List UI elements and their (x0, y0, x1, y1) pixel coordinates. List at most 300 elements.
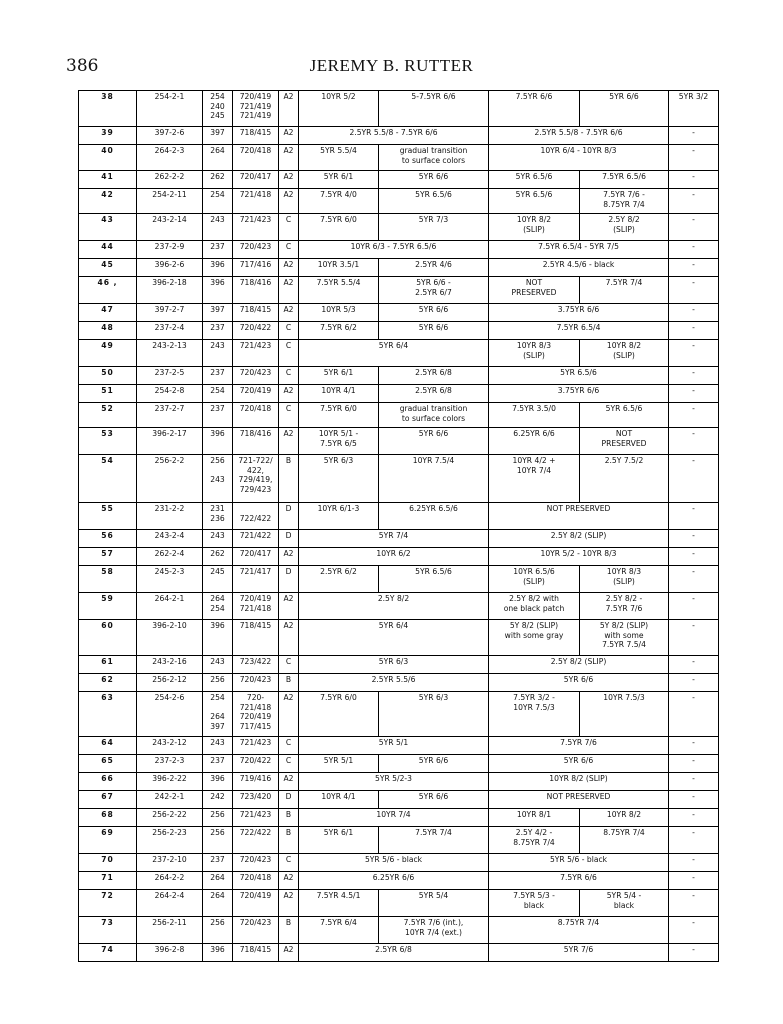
color-value: 2.5Y 8/2 - 7.5YR 7/6 (580, 593, 669, 620)
color-value: 2.5YR 4/6 (379, 259, 489, 277)
table-row (79, 304, 719, 322)
unit-number: 256 (203, 809, 233, 827)
unit-number: 396 (203, 428, 233, 455)
catalog-number: 264-2-4 (137, 890, 203, 917)
color-value: 5YR 6.5/6 (489, 189, 580, 214)
color-value: 5YR 6/3 (379, 692, 489, 737)
color-value: - (669, 890, 719, 917)
color-value: 10YR 5/2 (299, 91, 379, 127)
fabric-class: D (279, 791, 299, 809)
grid-coordinates: 721/417 (233, 566, 279, 593)
catalog-number: 237-2-5 (137, 367, 203, 385)
unit-number: 254 240 245 (203, 91, 233, 127)
row-number: 50 (79, 367, 137, 385)
table-row (79, 854, 719, 872)
catalog-number: 254-2-11 (137, 189, 203, 214)
unit-number: 237 (203, 403, 233, 428)
catalog-number: 243-2-4 (137, 530, 203, 548)
table-row (79, 692, 719, 737)
color-value: 7.5YR 6/4 (299, 917, 379, 944)
row-number: 41 (79, 171, 137, 189)
color-value: 2.5Y 8/2 (SLIP) (489, 656, 669, 674)
color-value: 10YR 6/3 - 7.5YR 6.5/6 (299, 241, 489, 259)
color-value: 2.5YR 6/8 (299, 944, 489, 962)
unit-number: 396 (203, 944, 233, 962)
fabric-class: C (279, 367, 299, 385)
catalog-number: 262-2-2 (137, 171, 203, 189)
table-row (79, 548, 719, 566)
color-value: gradual transition to surface colors (379, 403, 489, 428)
catalog-number: 243-2-12 (137, 737, 203, 755)
unit-number: 237 (203, 322, 233, 340)
grid-coordinates: 720/423 (233, 241, 279, 259)
table-row (79, 127, 719, 145)
fabric-class: A2 (279, 145, 299, 171)
grid-coordinates: 720/417 (233, 171, 279, 189)
row-number: 49 (79, 340, 137, 367)
grid-coordinates: 720/422 (233, 755, 279, 773)
unit-number: 237 (203, 854, 233, 872)
color-value: 7.5YR 5/3 - black (489, 890, 580, 917)
grid-coordinates: 718/416 (233, 277, 279, 304)
color-value: 10YR 7.5/3 (580, 692, 669, 737)
catalog-number: 237-2-9 (137, 241, 203, 259)
color-value: - (669, 791, 719, 809)
color-value: 5YR 6/6 (379, 755, 489, 773)
row-number: 65 (79, 755, 137, 773)
color-value: 2.5YR 6/8 (379, 367, 489, 385)
unit-number: 245 (203, 566, 233, 593)
color-value: 6.25YR 6/6 (299, 872, 489, 890)
table-row (79, 385, 719, 403)
color-value: 5YR 7/4 (299, 530, 489, 548)
color-value: - (669, 593, 719, 620)
catalog-number: 256-2-2 (137, 455, 203, 503)
grid-coordinates: 723/420 (233, 791, 279, 809)
catalog-number: 256-2-23 (137, 827, 203, 854)
color-value: 2.5YR 5.5/6 (299, 674, 489, 692)
unit-number: 254 264 397 (203, 692, 233, 737)
color-value: 5YR 5/4 (379, 890, 489, 917)
unit-number: 231 236 (203, 503, 233, 530)
fabric-class: C (279, 737, 299, 755)
fabric-class: C (279, 322, 299, 340)
catalog-number: 243-2-14 (137, 214, 203, 241)
unit-number: 243 (203, 737, 233, 755)
color-value: 7.5YR 4.5/1 (299, 890, 379, 917)
table-row (79, 91, 719, 127)
unit-number: 256 (203, 827, 233, 854)
color-value: 5YR 6/6 - 2.5YR 6/7 (379, 277, 489, 304)
color-value: - (669, 385, 719, 403)
color-value: 5YR 5/1 (299, 737, 489, 755)
color-value: - (669, 189, 719, 214)
color-value: - (669, 656, 719, 674)
unit-number: 237 (203, 367, 233, 385)
color-value: 5YR 6.5/6 (580, 403, 669, 428)
table-row (79, 403, 719, 428)
color-value: 10YR 4/1 (299, 385, 379, 403)
grid-coordinates: 720/418 (233, 872, 279, 890)
color-value: 2.5YR 5.5/8 - 7.5YR 6/6 (299, 127, 489, 145)
color-value: 10YR 4/1 (299, 791, 379, 809)
grid-coordinates: 721/423 (233, 340, 279, 367)
color-value: - (669, 127, 719, 145)
row-number: 68 (79, 809, 137, 827)
row-number: 58 (79, 566, 137, 593)
color-value: - (669, 259, 719, 277)
color-value: 5YR 6/6 (379, 171, 489, 189)
table-row (79, 189, 719, 214)
grid-coordinates: 720/423 (233, 674, 279, 692)
color-value: - (669, 737, 719, 755)
row-number: 71 (79, 872, 137, 890)
color-value: 10YR 8/2 (580, 809, 669, 827)
color-value: - (669, 322, 719, 340)
color-value: - (669, 827, 719, 854)
color-value: 7.5YR 6/6 (489, 872, 669, 890)
color-value: 5YR 5/4 - black (580, 890, 669, 917)
color-value: 10YR 7.5/4 (379, 455, 489, 503)
color-value: gradual transition to surface colors (379, 145, 489, 171)
row-number: 47 (79, 304, 137, 322)
color-value: - (669, 428, 719, 455)
row-number: 63 (79, 692, 137, 737)
color-value: 5YR 6.5/6 (379, 566, 489, 593)
color-value: 7.5YR 7/4 (379, 827, 489, 854)
unit-number: 396 (203, 259, 233, 277)
color-value: 5YR 6/3 (299, 455, 379, 503)
catalog-number: 231-2-2 (137, 503, 203, 530)
color-value: 2.5Y 4/2 - 8.75YR 7/4 (489, 827, 580, 854)
fabric-class: A2 (279, 259, 299, 277)
fabric-class: B (279, 917, 299, 944)
grid-coordinates: 720/417 (233, 548, 279, 566)
fabric-class: A2 (279, 890, 299, 917)
color-value: 2.5YR 4.5/6 - black (489, 259, 669, 277)
row-number: 55 (79, 503, 137, 530)
unit-number: 243 (203, 340, 233, 367)
grid-coordinates: 720- 721/418 720/419 717/415 (233, 692, 279, 737)
page-number: 386 (66, 56, 99, 76)
running-header-author: JEREMY B. RUTTER (309, 56, 474, 75)
grid-coordinates: 720/423 (233, 917, 279, 944)
fabric-class: A2 (279, 548, 299, 566)
unit-number: 396 (203, 773, 233, 791)
fabric-class: A2 (279, 277, 299, 304)
catalog-number: 264-2-2 (137, 872, 203, 890)
fabric-class: C (279, 656, 299, 674)
color-value: 7.5YR 6.5/6 (580, 171, 669, 189)
fabric-class: D (279, 503, 299, 530)
table-row (79, 277, 719, 304)
color-value: 5YR 5/6 - black (489, 854, 669, 872)
color-value: 5YR 6.5/6 (379, 189, 489, 214)
color-value: 5YR 5/2-3 (299, 773, 489, 791)
unit-number: 242 (203, 791, 233, 809)
grid-coordinates: 721/423 (233, 214, 279, 241)
color-value: 10YR 8/3 (SLIP) (489, 340, 580, 367)
grid-coordinates: 720/419 (233, 385, 279, 403)
color-value: 7.5YR 3.5/0 (489, 403, 580, 428)
color-value: 3.75YR 6/6 (489, 385, 669, 403)
color-value: 5YR 6/1 (299, 367, 379, 385)
color-value: - (669, 530, 719, 548)
catalog-number: 245-2-3 (137, 566, 203, 593)
row-number: 44 (79, 241, 137, 259)
color-value: 5YR 6.5/6 (489, 367, 669, 385)
grid-coordinates: 720/418 (233, 145, 279, 171)
unit-number: 237 (203, 755, 233, 773)
color-value: 10YR 8/1 (489, 809, 580, 827)
unit-number: 264 (203, 890, 233, 917)
grid-coordinates: 719/416 (233, 773, 279, 791)
color-value: 5Y 8/2 (SLIP) with some 7.5YR 7.5/4 (580, 620, 669, 656)
grid-coordinates: 718/415 (233, 620, 279, 656)
row-number: 56 (79, 530, 137, 548)
unit-number: 243 (203, 656, 233, 674)
color-value: 10YR 5/1 - 7.5YR 6/5 (299, 428, 379, 455)
fabric-class: C (279, 340, 299, 367)
color-value: 10YR 5/3 (299, 304, 379, 322)
row-number: 51 (79, 385, 137, 403)
fabric-class: A2 (279, 91, 299, 127)
color-value: - (669, 277, 719, 304)
color-value: 5YR 5/6 - black (299, 854, 489, 872)
catalog-number: 254-2-1 (137, 91, 203, 127)
fabric-class: A2 (279, 620, 299, 656)
fabric-class: C (279, 403, 299, 428)
row-number: 62 (79, 674, 137, 692)
color-value: 7.5YR 5.5/4 (299, 277, 379, 304)
color-value: 5YR 6/1 (299, 171, 379, 189)
row-number: 69 (79, 827, 137, 854)
color-value: - (669, 145, 719, 171)
color-value: 7.5YR 6/6 (489, 91, 580, 127)
table-row (79, 755, 719, 773)
fabric-class: A2 (279, 944, 299, 962)
grid-coordinates: 720/423 (233, 367, 279, 385)
unit-number: 396 (203, 277, 233, 304)
color-value: 8.75YR 7/4 (580, 827, 669, 854)
color-value: 2.5YR 6/2 (299, 566, 379, 593)
color-value: 7.5YR 7/6 (int.), 10YR 7/4 (ext.) (379, 917, 489, 944)
catalog-number: 243-2-16 (137, 656, 203, 674)
table-row (79, 674, 719, 692)
row-number: 60 (79, 620, 137, 656)
fabric-class: A2 (279, 692, 299, 737)
catalog-number: 264-2-3 (137, 145, 203, 171)
fabric-class: A2 (279, 304, 299, 322)
color-value: - (669, 241, 719, 259)
unit-number: 243 (203, 214, 233, 241)
color-value: - (669, 214, 719, 241)
row-number: 61 (79, 656, 137, 674)
grid-coordinates: 718/415 (233, 127, 279, 145)
color-value: 2.5Y 8/2 (299, 593, 489, 620)
row-number: 48 (79, 322, 137, 340)
table-row (79, 455, 719, 503)
color-value: 10YR 8/2 (SLIP) (489, 773, 669, 791)
catalog-number: 254-2-8 (137, 385, 203, 403)
unit-number: 262 (203, 548, 233, 566)
fabric-class: B (279, 827, 299, 854)
color-value: 5YR 6/6 (379, 322, 489, 340)
color-value: 2.5Y 8/2 (SLIP) (580, 214, 669, 241)
color-value: 10YR 6.5/6 (SLIP) (489, 566, 580, 593)
color-value: 5YR 5.5/4 (299, 145, 379, 171)
table-row (79, 428, 719, 455)
unit-number: 256 (203, 917, 233, 944)
row-number: 70 (79, 854, 137, 872)
catalog-number: 397-2-6 (137, 127, 203, 145)
catalog-number: 396-2-10 (137, 620, 203, 656)
catalog-number: 243-2-13 (137, 340, 203, 367)
row-number: 66 (79, 773, 137, 791)
color-value: 5YR 6.5/6 (489, 171, 580, 189)
color-value: 5YR 7/3 (379, 214, 489, 241)
fabric-class: B (279, 674, 299, 692)
catalog-number: 397-2-7 (137, 304, 203, 322)
fabric-class: A2 (279, 171, 299, 189)
color-value: NOT PRESERVED (489, 791, 669, 809)
color-value: 10YR 3.5/1 (299, 259, 379, 277)
catalog-number: 256-2-22 (137, 809, 203, 827)
table-row (79, 917, 719, 944)
fabric-class: C (279, 854, 299, 872)
table-row (79, 737, 719, 755)
color-value: 5Y 8/2 (SLIP) with some gray (489, 620, 580, 656)
grid-coordinates: 720/423 (233, 854, 279, 872)
color-value: - (669, 854, 719, 872)
color-value: 5YR 6/6 (379, 791, 489, 809)
row-number: 54 (79, 455, 137, 503)
fabric-class: A2 (279, 127, 299, 145)
catalog-number: 256-2-12 (137, 674, 203, 692)
color-value: 5YR 6/4 (299, 340, 489, 367)
color-value: - (669, 944, 719, 962)
fabric-class: B (279, 809, 299, 827)
table-row (79, 593, 719, 620)
color-value: 3.75YR 6/6 (489, 304, 669, 322)
catalog-number: 237-2-4 (137, 322, 203, 340)
color-value: 7.5YR 6/0 (299, 214, 379, 241)
color-value: 7.5YR 6/0 (299, 692, 379, 737)
unit-number: 264 (203, 145, 233, 171)
color-value: 7.5YR 6.5/4 (489, 322, 669, 340)
fabric-class: A2 (279, 385, 299, 403)
grid-coordinates: 721/423 (233, 809, 279, 827)
table-body (79, 91, 719, 962)
color-value: - (669, 566, 719, 593)
color-value: 7.5YR 6/2 (299, 322, 379, 340)
color-value: 10YR 7/4 (299, 809, 489, 827)
table-row (79, 322, 719, 340)
table-row (79, 171, 719, 189)
row-number: 52 (79, 403, 137, 428)
catalog-number: 256-2-11 (137, 917, 203, 944)
table-row (79, 773, 719, 791)
color-value: - (669, 171, 719, 189)
fabric-class: B (279, 455, 299, 503)
table-row (79, 503, 719, 530)
catalog-number: 237-2-3 (137, 755, 203, 773)
row-number: 46 , (79, 277, 137, 304)
color-value: 5YR 7/6 (489, 944, 669, 962)
color-value: - (669, 403, 719, 428)
color-value: 10YR 5/2 - 10YR 8/3 (489, 548, 669, 566)
row-number: 57 (79, 548, 137, 566)
color-value: - (669, 503, 719, 530)
color-value: 10YR 4/2 + 10YR 7/4 (489, 455, 580, 503)
catalog-number: 237-2-7 (137, 403, 203, 428)
row-number: 43 (79, 214, 137, 241)
fabric-class: C (279, 214, 299, 241)
row-number: 67 (79, 791, 137, 809)
color-value: NOT PRESERVED (580, 428, 669, 455)
row-number: 59 (79, 593, 137, 620)
color-value: 5YR 6/6 (379, 428, 489, 455)
fabric-class: D (279, 530, 299, 548)
table-row (79, 214, 719, 241)
table-row (79, 827, 719, 854)
row-number: 74 (79, 944, 137, 962)
color-value: 6.25YR 6/6 (489, 428, 580, 455)
unit-number: 264 (203, 872, 233, 890)
unit-number: 254 (203, 189, 233, 214)
catalog-number: 264-2-1 (137, 593, 203, 620)
table-row (79, 145, 719, 171)
catalog-number: 396-2-8 (137, 944, 203, 962)
color-value: - (669, 755, 719, 773)
color-value: 2.5YR 5.5/8 - 7.5YR 6/6 (489, 127, 669, 145)
color-value: - (669, 917, 719, 944)
unit-number: 243 (203, 530, 233, 548)
catalog-number: 396-2-6 (137, 259, 203, 277)
catalog-number: 396-2-22 (137, 773, 203, 791)
catalog-number: 237-2-10 (137, 854, 203, 872)
unit-number: 264 254 (203, 593, 233, 620)
fabric-class: A2 (279, 593, 299, 620)
unit-number: 262 (203, 171, 233, 189)
unit-number: 256 (203, 674, 233, 692)
unit-number: 254 (203, 385, 233, 403)
grid-coordinates: 718/416 (233, 428, 279, 455)
color-value: 6.25YR 6.5/6 (379, 503, 489, 530)
color-value: - (669, 872, 719, 890)
color-value: 5YR 6/6 (489, 755, 669, 773)
color-value: 10YR 6/1-3 (299, 503, 379, 530)
table-row (79, 241, 719, 259)
catalog-number: 396-2-17 (137, 428, 203, 455)
row-number: 38 (79, 91, 137, 127)
row-number: 39 (79, 127, 137, 145)
grid-coordinates: 720/419 721/418 (233, 593, 279, 620)
fabric-class: A2 (279, 189, 299, 214)
unit-number: 397 (203, 304, 233, 322)
grid-coordinates: 718/415 (233, 944, 279, 962)
fabric-class: C (279, 755, 299, 773)
color-value: 7.5YR 3/2 - 10YR 7.5/3 (489, 692, 580, 737)
grid-coordinates: 720/422 (233, 322, 279, 340)
grid-coordinates: 722/422 (233, 827, 279, 854)
grid-coordinates: 720/419 721/419 721/419 (233, 91, 279, 127)
table-row (79, 367, 719, 385)
fabric-class: A2 (279, 872, 299, 890)
unit-number: 397 (203, 127, 233, 145)
color-value: - (669, 674, 719, 692)
grid-coordinates: 718/415 (233, 304, 279, 322)
